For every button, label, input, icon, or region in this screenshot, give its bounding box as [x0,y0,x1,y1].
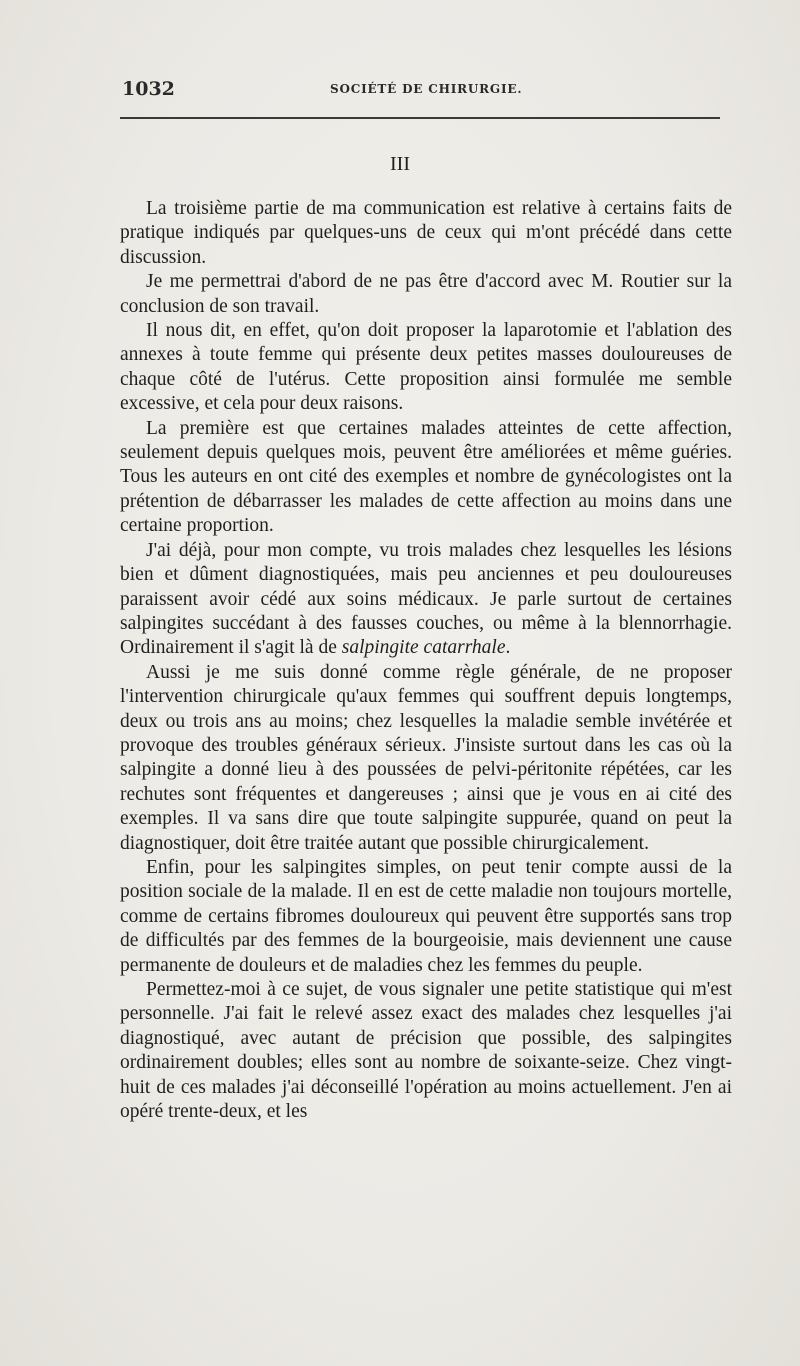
section-number: III [390,153,410,175]
paragraph: La troisième partie de ma communication est relative à certains faits de pratique indiqués par quelques-uns de ceux qui m'ont précédé dans cette discussion. [120,198,732,268]
paragraph [120,539,732,661]
paragraph: Enfin, pour les salpingites simples, on peut tenir compte aussi de la position sociale de la malade. Il en est de cette maladie non toujours mortelle, comme de certains fibromes douloureux qui peuvent être supportés sans trop de difficultés par des femmes de la bourgeoisie, mais deviennent une cause permanente de douleurs et de maladies chez les femmes du peuple. [120,856,732,976]
page-number: 1032 [122,78,175,100]
header-rule [120,117,720,119]
body-text [120,197,732,1124]
page-header [118,76,720,100]
paragraph-text: J'ai déjà, pour mon compte, vu trois malades chez lesquelles les lésions bien et dûment diagnostiquées, mais peu anciennes et peu douloureuses paraissent avoir cédé aux soins médicaux. Je parle surtout de certaines salpingites succédant à des fausses couches, ou même à la blennorrhagie. Ordinairement il s'agit là de [120,539,732,659]
paragraph: Permettez-moi à ce sujet, de vous signaler une petite statistique qui m'est personnelle. J'ai fait le relevé assez exact des malades chez lesquelles j'ai diagnostiqué, avec autant de précision que possible, des salpingites ordinairement doubles; elles sont au nombre de soixante-seize. Chez vingt-huit de ces malades j'ai déconseillé l'opération au moins actuellement. J'en ai opéré trente-deux, et les [120,979,732,1123]
running-title: SOCIÉTÉ DE CHIRURGIE. [330,82,523,96]
paragraph: Aussi je me suis donné comme règle générale, de ne proposer l'intervention chirurgicale qu'aux femmes qui souffrent depuis longtemps, deux ou trois ans au moins; chez lesquelles la maladie semble invétérée et provoque des troubles généraux sérieux. J'insiste surtout dans les cas où la salpingite a donné lieu à des poussées de pelvi-péritonite répétées, car les rechutes sont fréquentes et dangereuses ; ainsi que je vous en ai cité des exemples. Il va sans dire que toute salpingite suppurée, quand on peut la diagnostiquer, doit être traitée autant que possible chirurgicalement. [120,661,732,854]
paragraph-end: . [505,637,511,659]
paragraph: La première est que certaines malades atteintes de cette affection, seulement depuis quelques mois, peuvent être améliorées et même guéries. Tous les auteurs en ont cité des exemples et nombre de gynécologistes ont la prétention de débarrasser les malades de cette affection au moins dans une certaine proportion. [120,417,732,537]
paragraph: Il nous dit, en effet, qu'on doit proposer la laparotomie et l'ablation des annexes à toute femme qui présente deux petites masses douloureuses de chaque côté de l'utérus. Cette proposition ainsi formulée me semble excessive, et cela pour deux raisons. [120,320,732,415]
paragraph: Je me permettrai d'abord de ne pas être d'accord avec M. Routier sur la conclusion de son travail. [120,271,732,317]
italic-term: salpingite catarrhale [341,637,506,659]
